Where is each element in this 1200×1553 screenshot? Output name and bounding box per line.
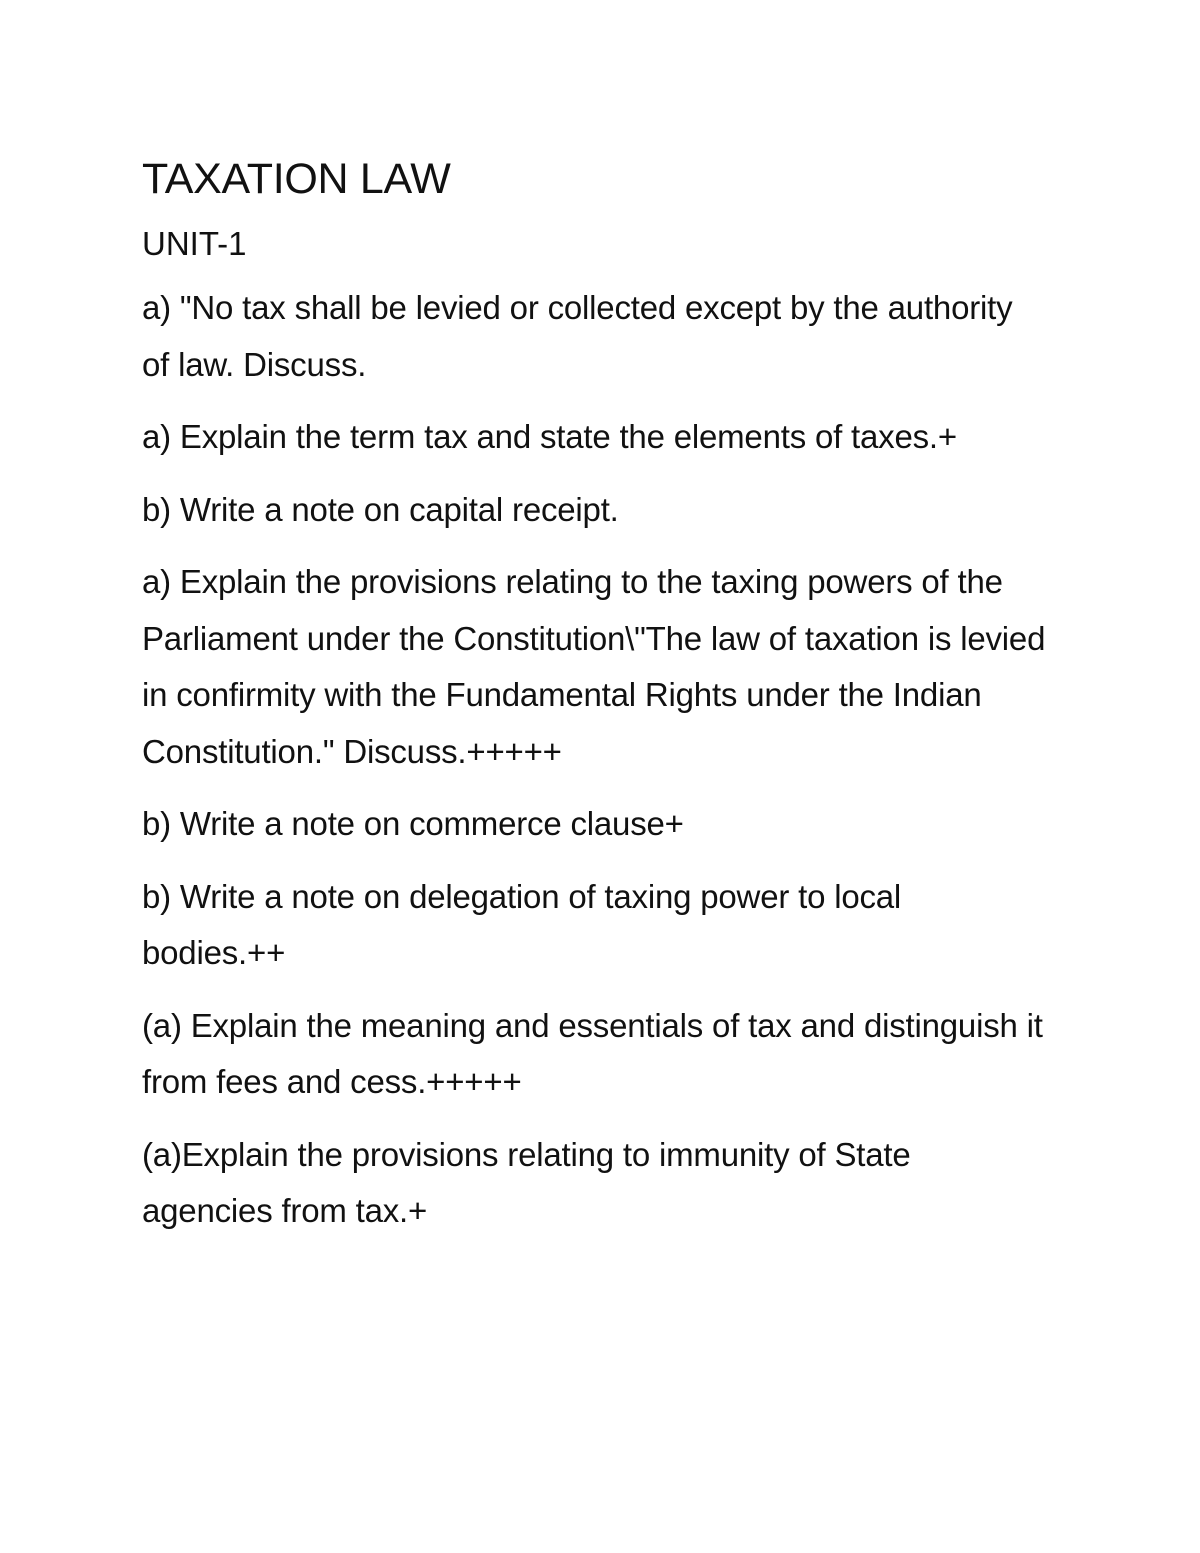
unit-heading: UNIT-1 xyxy=(142,225,247,262)
question-item: (a) Explain the meaning and essentials of tax and distinguish it from fees and cess.+++++ xyxy=(142,1006,1043,1100)
question-list xyxy=(142,280,1047,1240)
document-content xyxy=(142,150,1047,1240)
question-item: a) Explain the term tax and state the elements of taxes.+ xyxy=(142,418,957,455)
question-item: a) "No tax shall be levied or collected except by the authority of law. Discuss. xyxy=(142,289,1013,383)
question-item: b) Write a note on commerce clause+ xyxy=(142,805,684,842)
question-item: b) Write a note on capital receipt. xyxy=(142,490,619,528)
document-title: TAXATION LAW xyxy=(142,155,451,203)
question-item: (a)Explain the provisions relating to immunity of State agencies from tax.+ xyxy=(142,1135,911,1229)
question-item: a) Explain the provisions relating to the taxing powers of the Parliament under the Constitution\"The law of taxation is levied in confirmity with the Fundamental Rights under the Indian Constitution." Discuss.+++++ xyxy=(142,563,1046,770)
question-item: b) Write a note on delegation of taxing power to local bodies.++ xyxy=(142,877,902,971)
